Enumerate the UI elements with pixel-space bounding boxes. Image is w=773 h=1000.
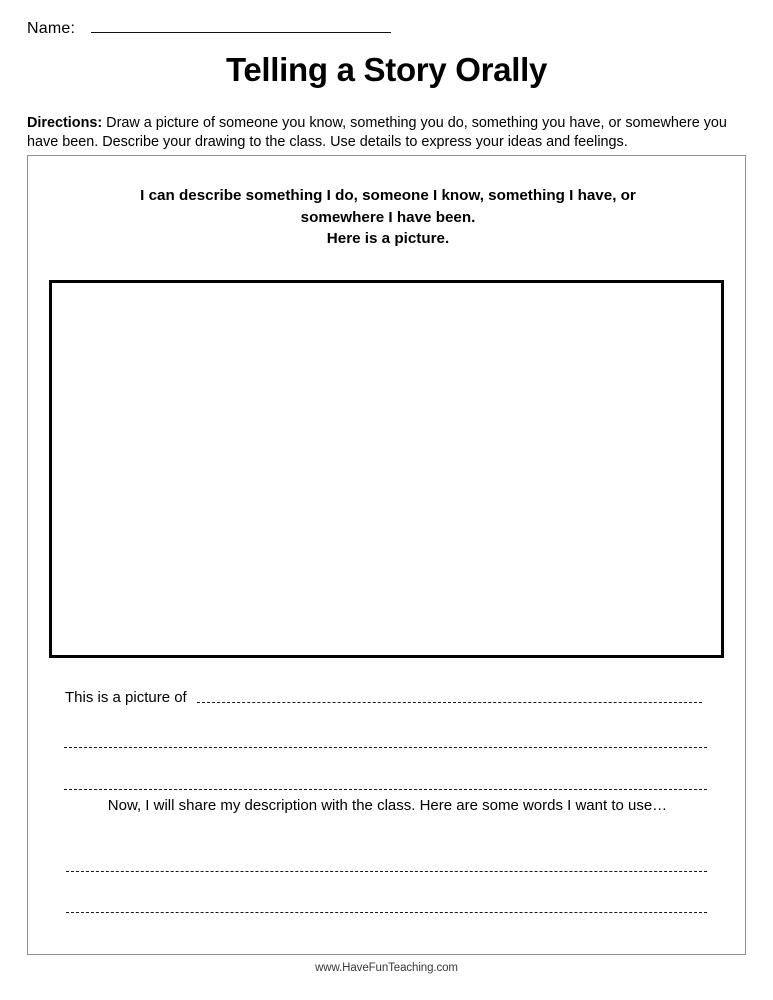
- writing-row-2: [64, 728, 707, 748]
- page-title: Telling a Story Orally: [225, 51, 548, 88]
- picture-of-label: This is a picture of: [65, 689, 187, 706]
- share-instruction-text: Now, I will share my description with the class. Here are some words I want to use…: [107, 797, 668, 814]
- name-field-row: [27, 18, 727, 44]
- prompt-line-2: somewhere I have been.: [300, 208, 476, 226]
- writing-row-4: [66, 852, 707, 872]
- activity-frame: [27, 155, 746, 955]
- prompt-block: [118, 185, 658, 250]
- writing-row-3: [64, 770, 707, 790]
- directions-text: Draw a picture of someone you know, something you do, something you have, or somewhere you have been. Describe your drawing to the class. Use details to express your ideas and feelings.: [27, 115, 727, 150]
- name-label: Name:: [27, 20, 76, 37]
- writing-line-5[interactable]: [66, 912, 707, 913]
- writing-line-4[interactable]: [66, 871, 707, 872]
- writing-line-2[interactable]: [64, 747, 707, 748]
- writing-line-3[interactable]: [64, 789, 707, 790]
- writing-area: [28, 676, 747, 956]
- name-input-line[interactable]: [91, 18, 391, 33]
- writing-row-5: [66, 893, 707, 913]
- drawing-area[interactable]: [49, 280, 724, 658]
- prompt-line-1: I can describe something I do, someone I know, something I have, or: [140, 187, 636, 204]
- directions-block: [27, 114, 727, 152]
- directions-label: Directions: [27, 115, 98, 131]
- directions-separator: :: [97, 115, 103, 131]
- writing-row-1: [65, 686, 702, 706]
- prompt-line-3: Here is a picture.: [326, 230, 450, 247]
- writing-line-1[interactable]: [197, 702, 702, 703]
- footer-website: www.HaveFunTeaching.com: [315, 962, 458, 974]
